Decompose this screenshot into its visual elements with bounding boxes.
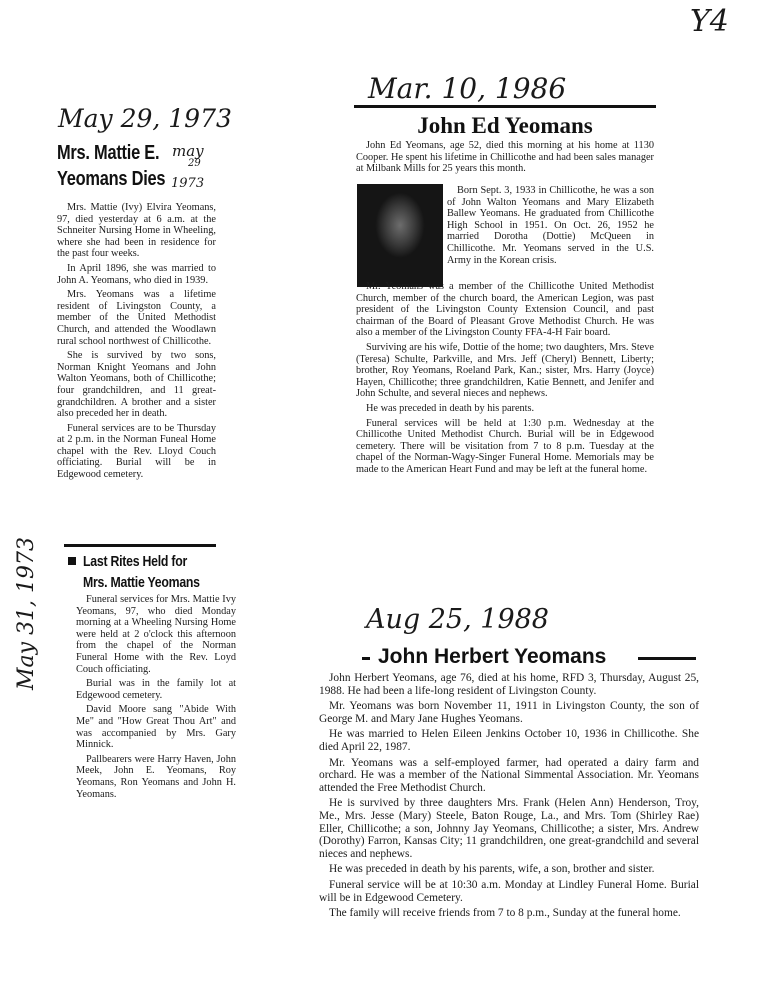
paragraph: Mrs. Yeomans was a lifetime resident of Livingston County, a member of the United Methodist Church, and attended the Woodlawn rural school northwest of Chillicothe. — [57, 289, 216, 347]
paragraph: John Herbert Yeomans, age 76, died at his home, RFD 3, Thursday, August 25, 1988. He had been a life-long resident of Livingston County. — [319, 672, 699, 697]
paragraph: John Ed Yeomans, age 52, died this morning at his home at 1130 Cooper. He spent his lifetime in Chillicothe and had been sales manager at Milbank Mills for 25 years this month. — [356, 140, 654, 175]
margin-note-may: may — [172, 142, 204, 160]
margin-note-1973: 1973 — [171, 176, 205, 191]
paragraph: The family will receive friends from 7 to 8 p.m., Sunday at the funeral home. — [329, 907, 681, 920]
paragraph: Pallbearers were Harry Haven, John Meek, John E. Yeomans, Roy Yeomans, Ron Yeomans and John H. Yeomans. — [76, 753, 236, 800]
paragraph: Burial was in the family lot at Edgewood cemetery. — [76, 678, 236, 701]
handwritten-date-rites: May 31, 1973 — [14, 536, 39, 690]
herbert-body — [319, 672, 699, 923]
mattie-body — [57, 202, 216, 484]
headline-line-2: Yeomans Dies — [57, 168, 166, 190]
headline-rule — [354, 105, 656, 108]
johned-intro — [356, 140, 654, 178]
paragraph: Funeral services are to be Thursday at 2 p.m. in the Norman Funeal Home chapel with the Rev. Lloyd Couch officiating. Burial will be in Edgewood cemetery. — [57, 422, 216, 481]
clipping-last-rites — [66, 553, 226, 591]
paragraph: He is survived by three daughters Mrs. Frank (Helen Ann) Henderson, Troy, Me., Mrs. Jesse (Mary) Steele, Baton Rouge, La., and Mrs. Tom (Shirley Rae) Eller, Chillicothe; a son, Johnny Jay Yeomans, Chillicothe; a sister, Mrs. Andrew (Dorothy) Farron, Kansas City; 11 grandchildren, one great-grandchild and several nieces and nephews. — [319, 797, 699, 860]
headline-line-1: Mrs. Mattie E. — [57, 142, 160, 164]
paragraph: David Moore sang "Abide With Me" and "How Great Thou Art" and was accompanied by Mrs. Gary Minnick. — [76, 704, 236, 751]
headline-rule-right — [638, 657, 696, 660]
paragraph: Surviving are his wife, Dottie of the home; two daughters, Mrs. Steve (Teresa) Schulte, Parkville, and Mrs. Jeff (Cheryl) Bennett, Liberty; brother, Roy Yeomans, Roeland Park, Kan.; sister, Mrs. Harry (Joyce) Hayen, Chillicothe; three grandchildren, Katie Bennett, and Jenifer and John Schulte, and several nieces and nephews. — [356, 341, 654, 400]
headline-line-1: Last Rites Held for — [83, 553, 187, 570]
johned-body — [356, 281, 654, 479]
paragraph: She is survived by two sons, Norman Knight Yeomans and John Walton Yeomans, both of Chillicothe; four grandchildren, and 11 great-grandchildren. A brother and a sister also preceded her in death. — [57, 350, 216, 420]
headline-line-2: Mrs. Mattie Yeomans — [83, 574, 200, 591]
paragraph: In April 1896, she was married to John A. Yeomans, who died in 1939. — [57, 262, 216, 286]
paragraph: Mr. Yeomans was a self-employed farmer, had operated a dairy farm and orchard. He was a member of the National Simmental Association. Mr. Yeomans attended the Free Methodist Church. — [319, 756, 699, 794]
paragraph: He was preceded in death by his parents. — [366, 402, 535, 414]
paragraph: He was preceded in death by his parents, wife, a son, brother and sister. — [329, 863, 655, 876]
clipping-divider — [64, 544, 216, 547]
paragraph: He was married to Helen Eileen Jenkins October 10, 1936 in Chillicothe. She died April 22, 1987. — [319, 728, 699, 753]
paragraph: Mr. Yeomans was a member of the Chillicothe United Methodist Church, member of the church board, the American Legion, was past president of the Livingston County Extension Council, and past chairman of the Board of Pleasant Grove Methodist Church. He was also a member of the Livingston County FFA-4-H Fair board. — [356, 281, 654, 339]
paragraph: Mrs. Mattie (Ivy) Elvira Yeomans, 97, died yesterday at 6 a.m. at the Schneiter Nursing Home in Wheeling, where she had been in residence for the past four weeks. — [57, 202, 216, 260]
paragraph: Born Sept. 3, 1933 in Chillicothe, he was a son of John Walton Yeomans and Mary Elizabeth Ballew Yeomans. He graduated from Chillicothe High School in 1951. On Oct. 26, 1952 he married Dorotha (Dottie) McQueen in Chillicothe. Mr. Yeomans served in the U.S. Army in the Korean crisis. — [447, 185, 654, 266]
portrait-photo — [357, 184, 443, 287]
headline-john-herbert: John Herbert Yeomans — [378, 645, 607, 668]
paragraph: Mr. Yeomans was born November 11, 1911 in Livingston County, the son of George M. and Mary Jane Hughes Yeomans. — [319, 700, 699, 725]
paragraph: Funeral services for Mrs. Mattie Ivy Yeomans, 97, who died Monday morning at a Wheeling Nursing Home were held at 2 o'clock this afternoon from the chapel of the Norman Funeral Home with the Rev. Loyd Couch officiating. — [76, 594, 236, 675]
headline-bullet — [362, 657, 370, 660]
margin-note-29: 29 — [188, 158, 201, 169]
handwritten-date-herbert: Aug 25, 1988 — [366, 604, 549, 635]
paragraph: Funeral service will be at 10:30 a.m. Monday at Lindley Funeral Home. Burial will be in Edgewood Cemetery. — [319, 878, 699, 904]
bullet-square — [68, 557, 76, 565]
handwritten-date-johned: Mar. 10, 1986 — [368, 72, 567, 105]
rites-body — [76, 594, 236, 803]
paragraph: Funeral services will be held at 1:30 p.m. Wednesday at the Chillicothe United Methodist Church. Burial will be in Edgewood cemetery. There will be visitation from 7 to 8 p.m. Tuesday at the chapel of the Norman-Wagy-Singer Funeral Home. Memorials may be made to the American Heart Fund and may be left at the funeral home. — [356, 417, 654, 475]
headline-john-ed: John Ed Yeomans — [417, 113, 593, 138]
page-number-handwritten: Y4 — [690, 4, 729, 39]
johned-born — [447, 185, 654, 269]
handwritten-date-mattie: May 29, 1973 — [58, 104, 232, 133]
